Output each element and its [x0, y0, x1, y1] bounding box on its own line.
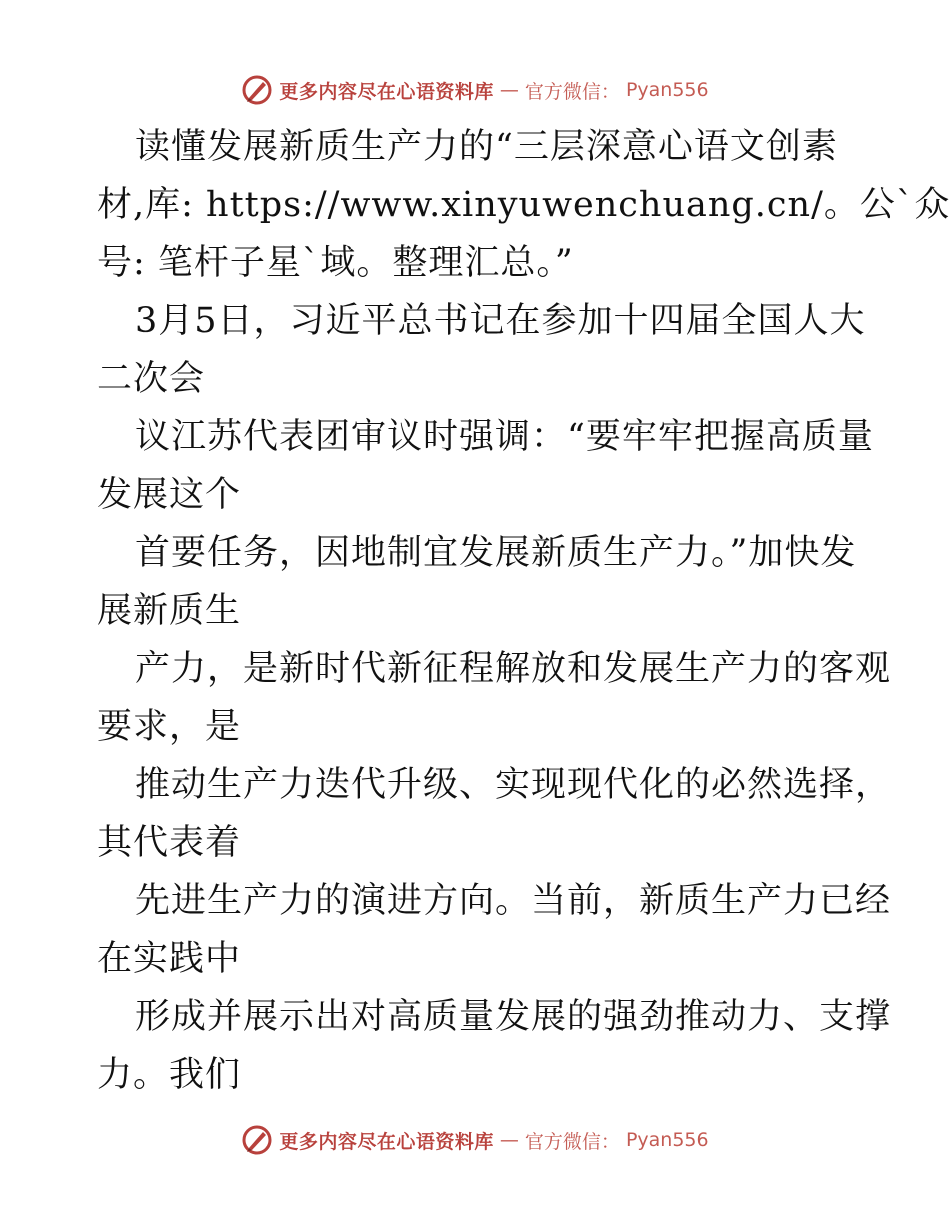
body-line: 号: 笔杆子星`域。整理汇总。” — [97, 243, 574, 283]
watermark-wechat-id: Pyan556 — [625, 79, 709, 101]
body-line: 二次会 — [97, 359, 206, 399]
watermark-main-text: 更多内容尽在心语资料库 — [279, 1130, 494, 1153]
watermark-separator: — — [499, 79, 519, 101]
body-line: 议江苏代表团审议时强调：“要牢牢把握高质量 — [135, 417, 874, 457]
body-line: 材,库: https://www.xinyuwenchuang.cn/。公`众 — [97, 185, 950, 225]
document-body — [97, 118, 950, 1104]
header-watermark — [0, 72, 950, 108]
watermark-main-text: 更多内容尽在心语资料库 — [279, 80, 494, 103]
body-line: 其代表着 — [97, 823, 242, 863]
watermark-sub-text: 官方微信： — [524, 80, 620, 103]
watermark-wechat-id: Pyan556 — [625, 1129, 709, 1151]
body-line: 力。我们 — [97, 1055, 242, 1095]
watermark-separator: — — [499, 1129, 519, 1151]
body-line: 首要任务，因地制宜发展新质生产力。”加快发 — [135, 533, 857, 573]
body-line: 要求，是 — [97, 707, 242, 747]
body-line: 产力，是新时代新征程解放和发展生产力的客观 — [135, 649, 892, 689]
body-line: 读懂发展新质生产力的“三层深意心语文创素 — [135, 127, 838, 167]
body-line: 先进生产力的演进方向。当前，新质生产力已经 — [135, 881, 892, 921]
pen-logo-icon — [241, 1124, 273, 1156]
watermark-sub-text: 官方微信： — [524, 1130, 620, 1153]
body-line: 3月5日，习近平总书记在参加十四届全国人大 — [135, 301, 866, 341]
body-line: 在实践中 — [97, 939, 242, 979]
body-line: 发展这个 — [97, 475, 242, 515]
pen-logo-icon — [241, 74, 273, 106]
body-line: 形成并展示出对高质量发展的强劲推动力、支撑 — [135, 997, 892, 1037]
footer-watermark — [0, 1122, 950, 1158]
body-line: 展新质生 — [97, 591, 242, 631]
body-line: 推动生产力迭代升级、实现现代化的必然选择， — [135, 765, 892, 805]
